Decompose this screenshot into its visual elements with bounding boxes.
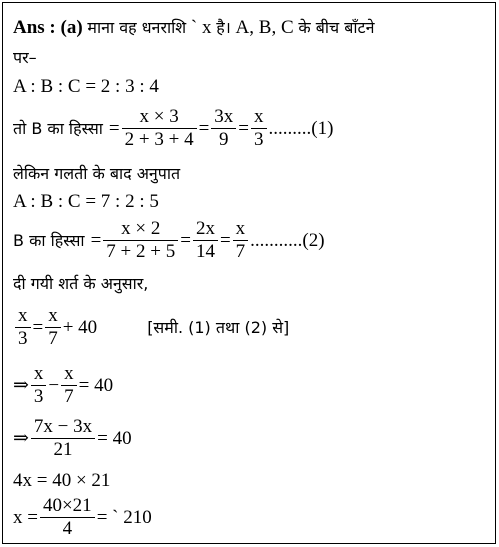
implies-icon: ⇒ [13, 427, 29, 449]
ratio-after-mistake-label: लेकिन गलती के बाद अनुपात [13, 164, 181, 183]
equation-step-1: ⇒ $\frac{x}{3}$ − $\frac{x}{7}$ = 40 [13, 363, 114, 407]
fraction: $\frac{7x - 3x}{21}$ [31, 416, 95, 461]
fraction: $\frac{40\times 21}{4}$ [40, 495, 95, 540]
fraction: $\frac{x}{7}$ [61, 363, 77, 408]
fraction: $\frac{x}{7}$ [45, 305, 61, 350]
implies-icon: ⇒ [13, 374, 29, 396]
answer-box [2, 2, 496, 544]
ratio-original: A : B : C = 2 : 3 : 4 [13, 76, 159, 97]
fraction: $\frac{x \times 3}{2 + 3 + 4}$ [122, 106, 197, 151]
share-b-mistake: B का हिस्सा = $\frac{x \times 2}{7 + 2 + 5}$ = $\frac{2x}{14}$ = $\frac{x}{7}$ ...........(2) [13, 218, 325, 262]
fraction: $\frac{x \times 2}{7 + 2 + 5}$ [103, 218, 178, 263]
fraction: $\frac{x}{3}$ [31, 363, 47, 408]
equation-step-2: ⇒ $\frac{7x - 3x}{21}$ = 40 [13, 416, 132, 460]
condition-line: दी गयी शर्त के अनुसार, [13, 274, 149, 293]
equation-step-3: 4x = 40 × 21 [13, 470, 111, 491]
intro-line: Ans : (a) माना वह धनराशि ` x है। A, B, C के बीच बाँटने [13, 17, 375, 38]
equation-reference-note: [समी. (1) तथा (2) से] [147, 317, 290, 337]
fraction: $\frac{x}{3}$ [15, 305, 31, 350]
final-answer: x = $\frac{40\times 21}{4}$ = ` 210 [13, 495, 152, 539]
equation-tag-2: ...........(2) [250, 229, 325, 251]
share-b-original: तो B का हिस्सा = $\frac{x \times 3}{2 + 3 + 4}$ = $\frac{3x}{9}$ = $\frac{x}{3}$ .........(1) [13, 106, 334, 150]
equation-condition: $\frac{x}{3}$ = $\frac{x}{7}$ + 40 [समी. (1) तथा (2) से] [13, 305, 289, 350]
fraction: $\frac{x}{7}$ [233, 218, 249, 263]
fraction: $\frac{3x}{9}$ [211, 106, 236, 151]
ratio-after-mistake: A : B : C = 7 : 2 : 5 [13, 191, 159, 212]
fraction: $\frac{x}{3}$ [251, 106, 267, 151]
answer-label: Ans : (a) [13, 17, 83, 38]
intro-line-continued: पर– [13, 48, 37, 67]
fraction: $\frac{2x}{14}$ [193, 218, 218, 263]
equation-tag-1: .........(1) [268, 117, 334, 139]
